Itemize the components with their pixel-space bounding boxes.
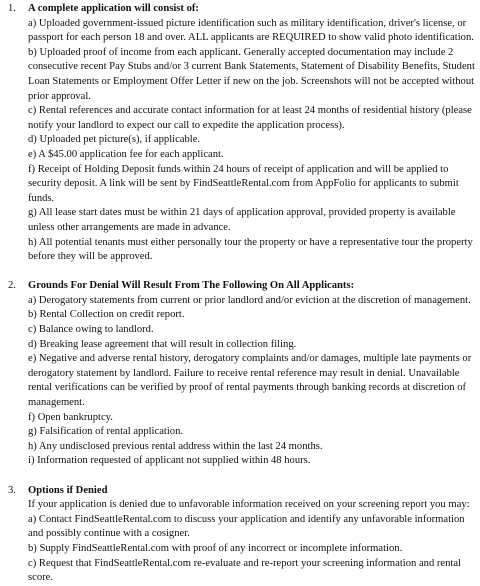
section-content [28,484,476,586]
list-item: b) Rental Collection on credit report. [28,309,185,321]
list-item: a) Uploaded government-issued picture identification such as military identification, driver's license, or passport for each person 18 and over. ALL applicants are REQUIRED to show valid photo identification. [28,17,474,44]
section-title: Options if Denied [28,484,108,496]
section-grounds-for-denial [4,279,476,469]
section-content [28,279,476,469]
list-item: a) Derogatory statements from current or prior landlord and/or eviction at the discretion of management. [28,294,471,306]
list-item: g) Falsification of rental application. [28,426,184,438]
spacer [4,265,476,280]
list-item: e) A $45.00 application fee for each applicant. [28,148,224,160]
section-title: Grounds For Denial Will Result From The Following On All Applicants: [28,280,355,292]
section-number: 1. [8,3,16,14]
list-item: a) Contact FindSeattleRental.com to discuss your application and identify any unfavorable information and possibly continue with a cosigner. [28,513,465,540]
list-item: b) Supply FindSeattleRental.com with proof of any incorrect or incomplete information. [28,542,403,554]
list-item: d) Uploaded pet picture(s), if applicable. [28,134,201,146]
list-item: i) Information requested of applicant not supplied within 48 hours. [28,455,311,467]
section-options-if-denied [4,484,476,586]
list-item: g) All lease start dates must be within 21 days of application approval, provided property is available unless other arrangements are made in advance. [28,207,456,233]
section-title: A complete application will consist of: [28,3,199,14]
section-number: 3. [8,484,16,496]
list-item: h) All potential tenants must either personally tour the property or have a representative tour the property before they will be approved. [28,236,473,263]
section-content [28,2,476,265]
list-item: c) Rental references and accurate contact information for at least 24 months of residential history (please notify your landlord to expect our call to expedite the application process). [28,105,472,131]
section-number: 2. [8,280,16,292]
spacer [4,469,476,484]
list-item: d) Breaking lease agreement that will result in collection filing. [28,338,297,350]
list-item: c) Request that FindSeattleRental.com re-evaluate and re-report your screening information and rental score. [28,557,462,584]
list-item: b) Uploaded proof of income from each applicant. Generally accepted documentation may include 2 consecutive recent Pay Stubs and/or 3 current Bank Statements, Statement of Disability Benefits, Student Loan Statements or Employment Offer Letter if new on the job. Screenshots will not be accepted without prior approval. [28,46,475,102]
list-item: e) Negative and adverse rental history, derogatory complaints and/or damages, multiple late payments or derogatory statement by landlord. Failure to receive rental reference may result in denial. Unavailable rental verifications can be verified by proof of rental payments through banking records at discretion of management. [28,353,472,409]
intro-text: If your application is denied due to unfavorable information received on your screening report you may: [28,499,470,511]
section-application-requirements [4,2,476,265]
list-item: c) Balance owing to landlord. [28,324,154,336]
list-item: f) Open bankruptcy. [28,411,113,423]
list-item: h) Any undisclosed previous rental address within the last 24 months. [28,440,323,452]
list-item: f) Receipt of Holding Deposit funds within 24 hours of receipt of application and will be applied to security deposit. A link will be sent by FindSeattleRental.com from AppFolio for applicants to submit funds. [28,163,459,204]
